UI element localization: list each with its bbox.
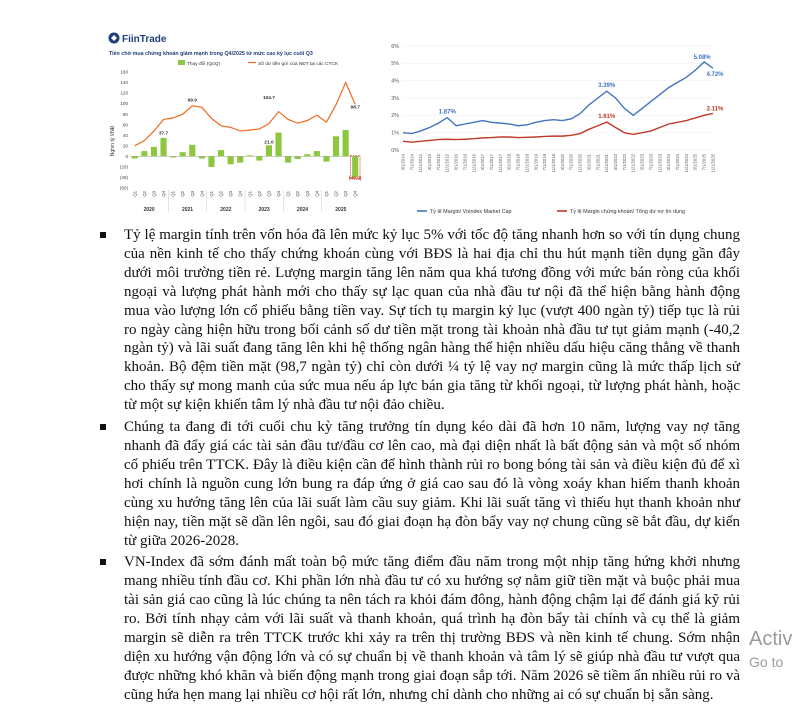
data-label: 99.9 (187, 98, 197, 104)
x-tick-date: 11/1/2025 (710, 154, 716, 173)
x-tick-quarter: Q3 (266, 191, 272, 197)
paragraph-3-text: VN-Index đã sớm đánh mất toàn bộ mức tăng điểm đầu năm trong một nhịp tăng hứng khởi nhưng mang nhiều tính đầu cơ. Khi phần lớn nhà đầu tư có xu hướng sợ nằm giữ tiền mặt và buộc phải mua tài sản giá cao cũng là lúc chúng ta nên tách ra khỏi đám đông, hành động chậm lại để đánh giá kỹ rủi ro. Bởi tính nhạy cảm với lãi suất và thanh khoản, quá trình hạ đòn bẩy tài chính và cụ thể là giảm margin sẽ diễn ra trên TTCK trước khi xảy ra trên thị trường BĐS và nền kinh tế chung. Sớm nhận diện xu hướng vận động lớn và có sự chuẩn bị về thanh khoản và tâm lý sẽ giúp nhà đầu tư vượt qua được những khó khăn và biến động mạnh trong giai đoạn sắp tới. Năm 2026 sẽ tiềm ẩn nhiều rủi ro và cũng hứa hẹn mang lại nhiều cơ hội rất lớn, nhưng chỉ dành cho những ai có sự chuẩn bị sẵn sàng. (124, 554, 740, 703)
y-tick-label: 2% (391, 113, 399, 120)
chart1-ylabel: Nghìn tỷ VNĐ (110, 125, 116, 157)
x-tick-quarter: Q1 (247, 191, 253, 197)
x-tick-date: 3/1/2020 (559, 154, 565, 171)
x-tick-quarter: Q3 (189, 191, 195, 197)
brand-name: FiinTrade (122, 34, 167, 45)
x-tick-quarter: Q3 (151, 191, 157, 197)
bar-qoq-change (266, 145, 272, 156)
x-tick-date: 3/1/2017 (480, 154, 486, 171)
bullet-paragraph-1 (100, 226, 740, 415)
y-tick-label: 160 (120, 69, 128, 75)
bar-qoq-change (323, 156, 329, 161)
bar-qoq-change (343, 130, 349, 156)
bar-qoq-change (295, 156, 301, 159)
margin-ratio-chart (383, 38, 724, 222)
fiintrade-logo (109, 33, 167, 46)
x-tick-date: 11/1/2021 (604, 154, 610, 173)
chart2-x-axis (400, 153, 715, 172)
x-tick-quarter: Q1 (208, 191, 214, 197)
x-tick-quarter: Q2 (256, 191, 262, 197)
bar-qoq-change (228, 156, 234, 164)
x-tick-date: 11/1/2022 (630, 154, 636, 173)
x-tick-quarter: Q4 (352, 191, 358, 197)
bar-qoq-change (237, 156, 243, 162)
x-tick-quarter: Q2 (218, 191, 224, 197)
bar-qoq-change (160, 138, 166, 156)
data-label: 21.0 (264, 140, 274, 146)
x-tick-date: 3/1/2022 (612, 154, 618, 171)
data-label: (40.2) (348, 176, 362, 182)
paragraph-1-text: Tỷ lệ margin tính trên vốn hóa đã lên mức kỷ lục 5% với tốc độ tăng nhanh hơn so với tín dụng chung của nền kinh tế cho thấy chứng khoán cùng với BĐS là hai địa chỉ thu hút mạnh tiền dụng gần đây dưới môi trường tiền rẻ. Lượng margin tăng lên năm qua khá tương đồng với mức bán ròng của khối ngoại và lượng phát hành mới cho thấy sự lạc quan của nhà đầu tư nội đã thể hiện bằng hành động mua vào lượng lớn cổ phiếu bằng tiền vay. Sự tích tụ margin kỷ lục (vượt 400 ngàn tỷ) tiếp tục là rủi ro ngày càng hiện hữu trong bối cảnh số dư tiền mặt trong tài khoản nhà đầu tư tụt giảm mạnh (-40,2 ngàn tỷ) và lãi suất đang tăng lên khi hệ thống ngân hàng thể hiện nhiều dấu hiệu căng thẳng về thanh khoản. Bộ đệm tiền mặt (98,7 ngàn tỷ) chỉ còn dưới ¼ tỷ lệ vay nợ margin cũng là mức thấp lịch sử cho thấy sự mong manh của sức mua nếu áp lực bán gia tăng từ khối ngoại, từ lượng phát hành, hoặc từ một sự kiện khiến tâm lý nhà đầu tư nội đảo chiều. (124, 227, 740, 414)
bar-qoq-change (285, 156, 291, 162)
y-tick-label: 80 (122, 111, 128, 117)
chart1-legend (178, 60, 339, 67)
y-tick-label: 140 (120, 80, 128, 86)
y-tick-label: 60 (122, 122, 128, 128)
x-tick-quarter: Q2 (333, 191, 339, 197)
x-tick-date: 7/1/2017 (488, 154, 494, 171)
bar-qoq-change (256, 156, 262, 160)
x-tick-date: 7/1/2019 (542, 154, 548, 171)
bar-qoq-change (352, 156, 358, 177)
x-tick-quarter: Q1 (285, 191, 291, 197)
bullet-square-icon (100, 424, 106, 430)
legend-label-bar: Thay đổi (QoQ) (187, 62, 221, 67)
data-label: 3.39% (598, 83, 616, 90)
data-label: 104.7 (262, 96, 275, 102)
bar-qoq-change (208, 156, 214, 167)
x-tick-date: 11/1/2023 (657, 154, 663, 173)
chart2-legend (417, 208, 685, 215)
bar-qoq-change (141, 151, 147, 156)
x-tick-date: 11/1/2020 (577, 154, 583, 173)
chart1-y-ticks (120, 70, 129, 191)
y-tick-label: (40) (119, 175, 128, 181)
bar-qoq-change (304, 154, 310, 156)
x-tick-date: 7/1/2018 (515, 154, 521, 171)
bar-qoq-change (218, 150, 224, 156)
x-tick-date: 11/1/2014 (418, 154, 424, 173)
x-tick-date: 3/1/2021 (586, 154, 592, 171)
data-label: 1.61% (598, 114, 616, 121)
x-tick-year: 2020 (143, 207, 155, 213)
activation-watermark-line1: Activ (749, 628, 792, 650)
y-tick-label: (20) (119, 164, 128, 170)
x-tick-date: 3/1/2025 (692, 154, 698, 171)
x-tick-date: 7/1/2021 (595, 154, 601, 171)
bar-qoq-change (314, 151, 320, 156)
legend-label-margin-credit: Tỷ lệ Margin chứng khoán/ Tổng dư nợ tín dụng (570, 209, 685, 215)
x-tick-date: 7/1/2016 (462, 154, 468, 171)
bullet-square-icon (100, 232, 106, 238)
chart1-x-axis (132, 190, 357, 213)
chart2-grid (403, 46, 713, 150)
y-tick-label: 1% (391, 130, 399, 137)
x-tick-date: 3/1/2016 (453, 154, 459, 171)
y-tick-label: 0% (391, 147, 399, 154)
y-tick-label: 120 (120, 90, 128, 96)
x-tick-date: 7/1/2024 (674, 154, 680, 171)
x-tick-quarter: Q1 (132, 191, 138, 197)
x-tick-date: 11/1/2017 (497, 154, 503, 173)
activation-watermark-line2: Go to (749, 654, 784, 670)
legend-label-line: Số dư tiền gửi của NĐT tại các CTCK (258, 62, 339, 67)
bullet-paragraph-2 (100, 418, 740, 550)
bar-qoq-change (199, 156, 205, 158)
x-tick-quarter: Q4 (314, 191, 320, 197)
x-tick-date: 11/1/2016 (471, 154, 477, 173)
y-tick-label: 0 (125, 153, 128, 159)
chart1-bars (132, 130, 360, 179)
chart2-lines (403, 62, 713, 142)
bar-qoq-change (275, 133, 281, 157)
x-tick-date: 7/1/2015 (435, 154, 441, 171)
chart1-title: Tiền chờ mua chứng khoán giảm mạnh trong Q4/2025 từ mức cao kỷ lục cuối Q3 (109, 51, 313, 57)
bar-qoq-change (247, 155, 253, 156)
paragraph-2-text: Chúng ta đang đi tới cuối chu kỳ tăng trưởng tín dụng kéo dài đã hơn 10 năm, lượng vay nợ tăng nhanh đã đẩy giá các tài sản đầu tư/đầu cơ lên cao, mà đại diện nhất là bất động sản và một số nhóm cổ phiếu trên TTCK. Đây là điều kiện cần để hình thành rủi ro bong bóng tài sản và điều kiện đủ để xì hơi chính là nguồn cung lớn bung ra đáp ứng ở giá cao sau đó là vòng xoáy khan hiếm thanh khoản cùng xu hướng tăng lên của lãi suất làm cầu suy giảm. Khi lãi suất tăng vì thiếu hụt thanh khoản như hiện nay, tiền mặt sẽ dần lên ngôi, sau đó giai đoạn hạ đòn bẩy vay nợ chung cũng sẽ bắt đầu, dự kiến từ giữa 2026-2028. (124, 419, 740, 549)
x-tick-quarter: Q2 (180, 191, 186, 197)
y-tick-label: 20 (122, 143, 128, 149)
data-label: 37.7 (158, 131, 169, 137)
x-tick-date: 3/1/2019 (533, 154, 539, 171)
y-tick-label: 4% (391, 78, 399, 85)
x-tick-quarter: Q4 (276, 191, 282, 197)
bar-qoq-change (180, 152, 186, 156)
data-label: 98.7 (350, 105, 360, 111)
x-tick-date: 3/1/2015 (426, 154, 432, 171)
margin-mcap-line (403, 62, 713, 134)
y-tick-label: (60) (119, 185, 128, 191)
bar-qoq-change (132, 156, 138, 158)
legend-label-margin-mcap: Tỷ lệ Margin/ Vnindex Market Cap (430, 209, 512, 215)
x-tick-quarter: Q4 (199, 191, 205, 197)
x-tick-date: 3/1/2014 (400, 154, 406, 171)
x-tick-quarter: Q4 (161, 191, 167, 197)
x-tick-year: 2024 (296, 207, 309, 213)
data-label: 2.11% (706, 106, 724, 113)
x-tick-quarter: Q2 (295, 191, 301, 197)
x-tick-date: 11/1/2019 (550, 154, 556, 173)
y-tick-label: 100 (120, 101, 128, 107)
analysis-text (100, 226, 740, 708)
margin-credit-line (403, 113, 713, 142)
bar-qoq-change (151, 147, 157, 156)
data-label: 1.87% (438, 109, 456, 116)
x-tick-quarter: Q2 (141, 191, 147, 197)
data-label: 5.08% (693, 54, 711, 61)
x-tick-date: 11/1/2015 (444, 154, 450, 173)
x-tick-year: 2022 (220, 207, 232, 213)
y-tick-label: 6% (391, 43, 399, 50)
x-tick-year: 2023 (258, 207, 270, 213)
chart2-data-labels (439, 55, 724, 120)
x-tick-date: 7/1/2025 (701, 154, 707, 171)
x-tick-quarter: Q3 (228, 191, 234, 197)
x-tick-date: 11/1/2018 (524, 154, 530, 173)
bar-qoq-change (189, 145, 195, 157)
x-tick-date: 7/1/2023 (648, 154, 654, 171)
bullet-paragraph-3 (100, 553, 740, 704)
x-tick-date: 7/1/2020 (568, 154, 574, 171)
x-tick-quarter: Q3 (304, 191, 310, 197)
x-tick-quarter: Q1 (323, 191, 329, 197)
bar-qoq-change (333, 136, 339, 156)
bullet-square-icon (100, 559, 106, 565)
fiintrade-deposit-chart (108, 26, 364, 214)
x-tick-date: 7/1/2014 (409, 154, 415, 171)
y-tick-label: 3% (391, 95, 399, 102)
x-tick-year: 2025 (335, 207, 347, 213)
x-tick-date: 3/1/2018 (506, 154, 512, 171)
x-tick-date: 7/1/2022 (621, 154, 627, 171)
y-tick-label: 5% (391, 61, 399, 68)
x-tick-quarter: Q1 (170, 191, 176, 197)
x-tick-year: 2021 (181, 207, 194, 213)
x-tick-quarter: Q4 (237, 191, 243, 197)
data-label: 4.72% (706, 72, 724, 79)
x-tick-quarter: Q3 (343, 191, 349, 197)
bar-qoq-change (170, 156, 176, 157)
x-tick-date: 11/1/2024 (683, 154, 689, 173)
x-tick-date: 3/1/2023 (639, 154, 645, 171)
y-tick-label: 40 (122, 132, 128, 138)
legend-swatch-bar (178, 60, 185, 65)
x-tick-date: 3/1/2024 (666, 154, 672, 171)
chart2-y-ticks (391, 44, 399, 154)
